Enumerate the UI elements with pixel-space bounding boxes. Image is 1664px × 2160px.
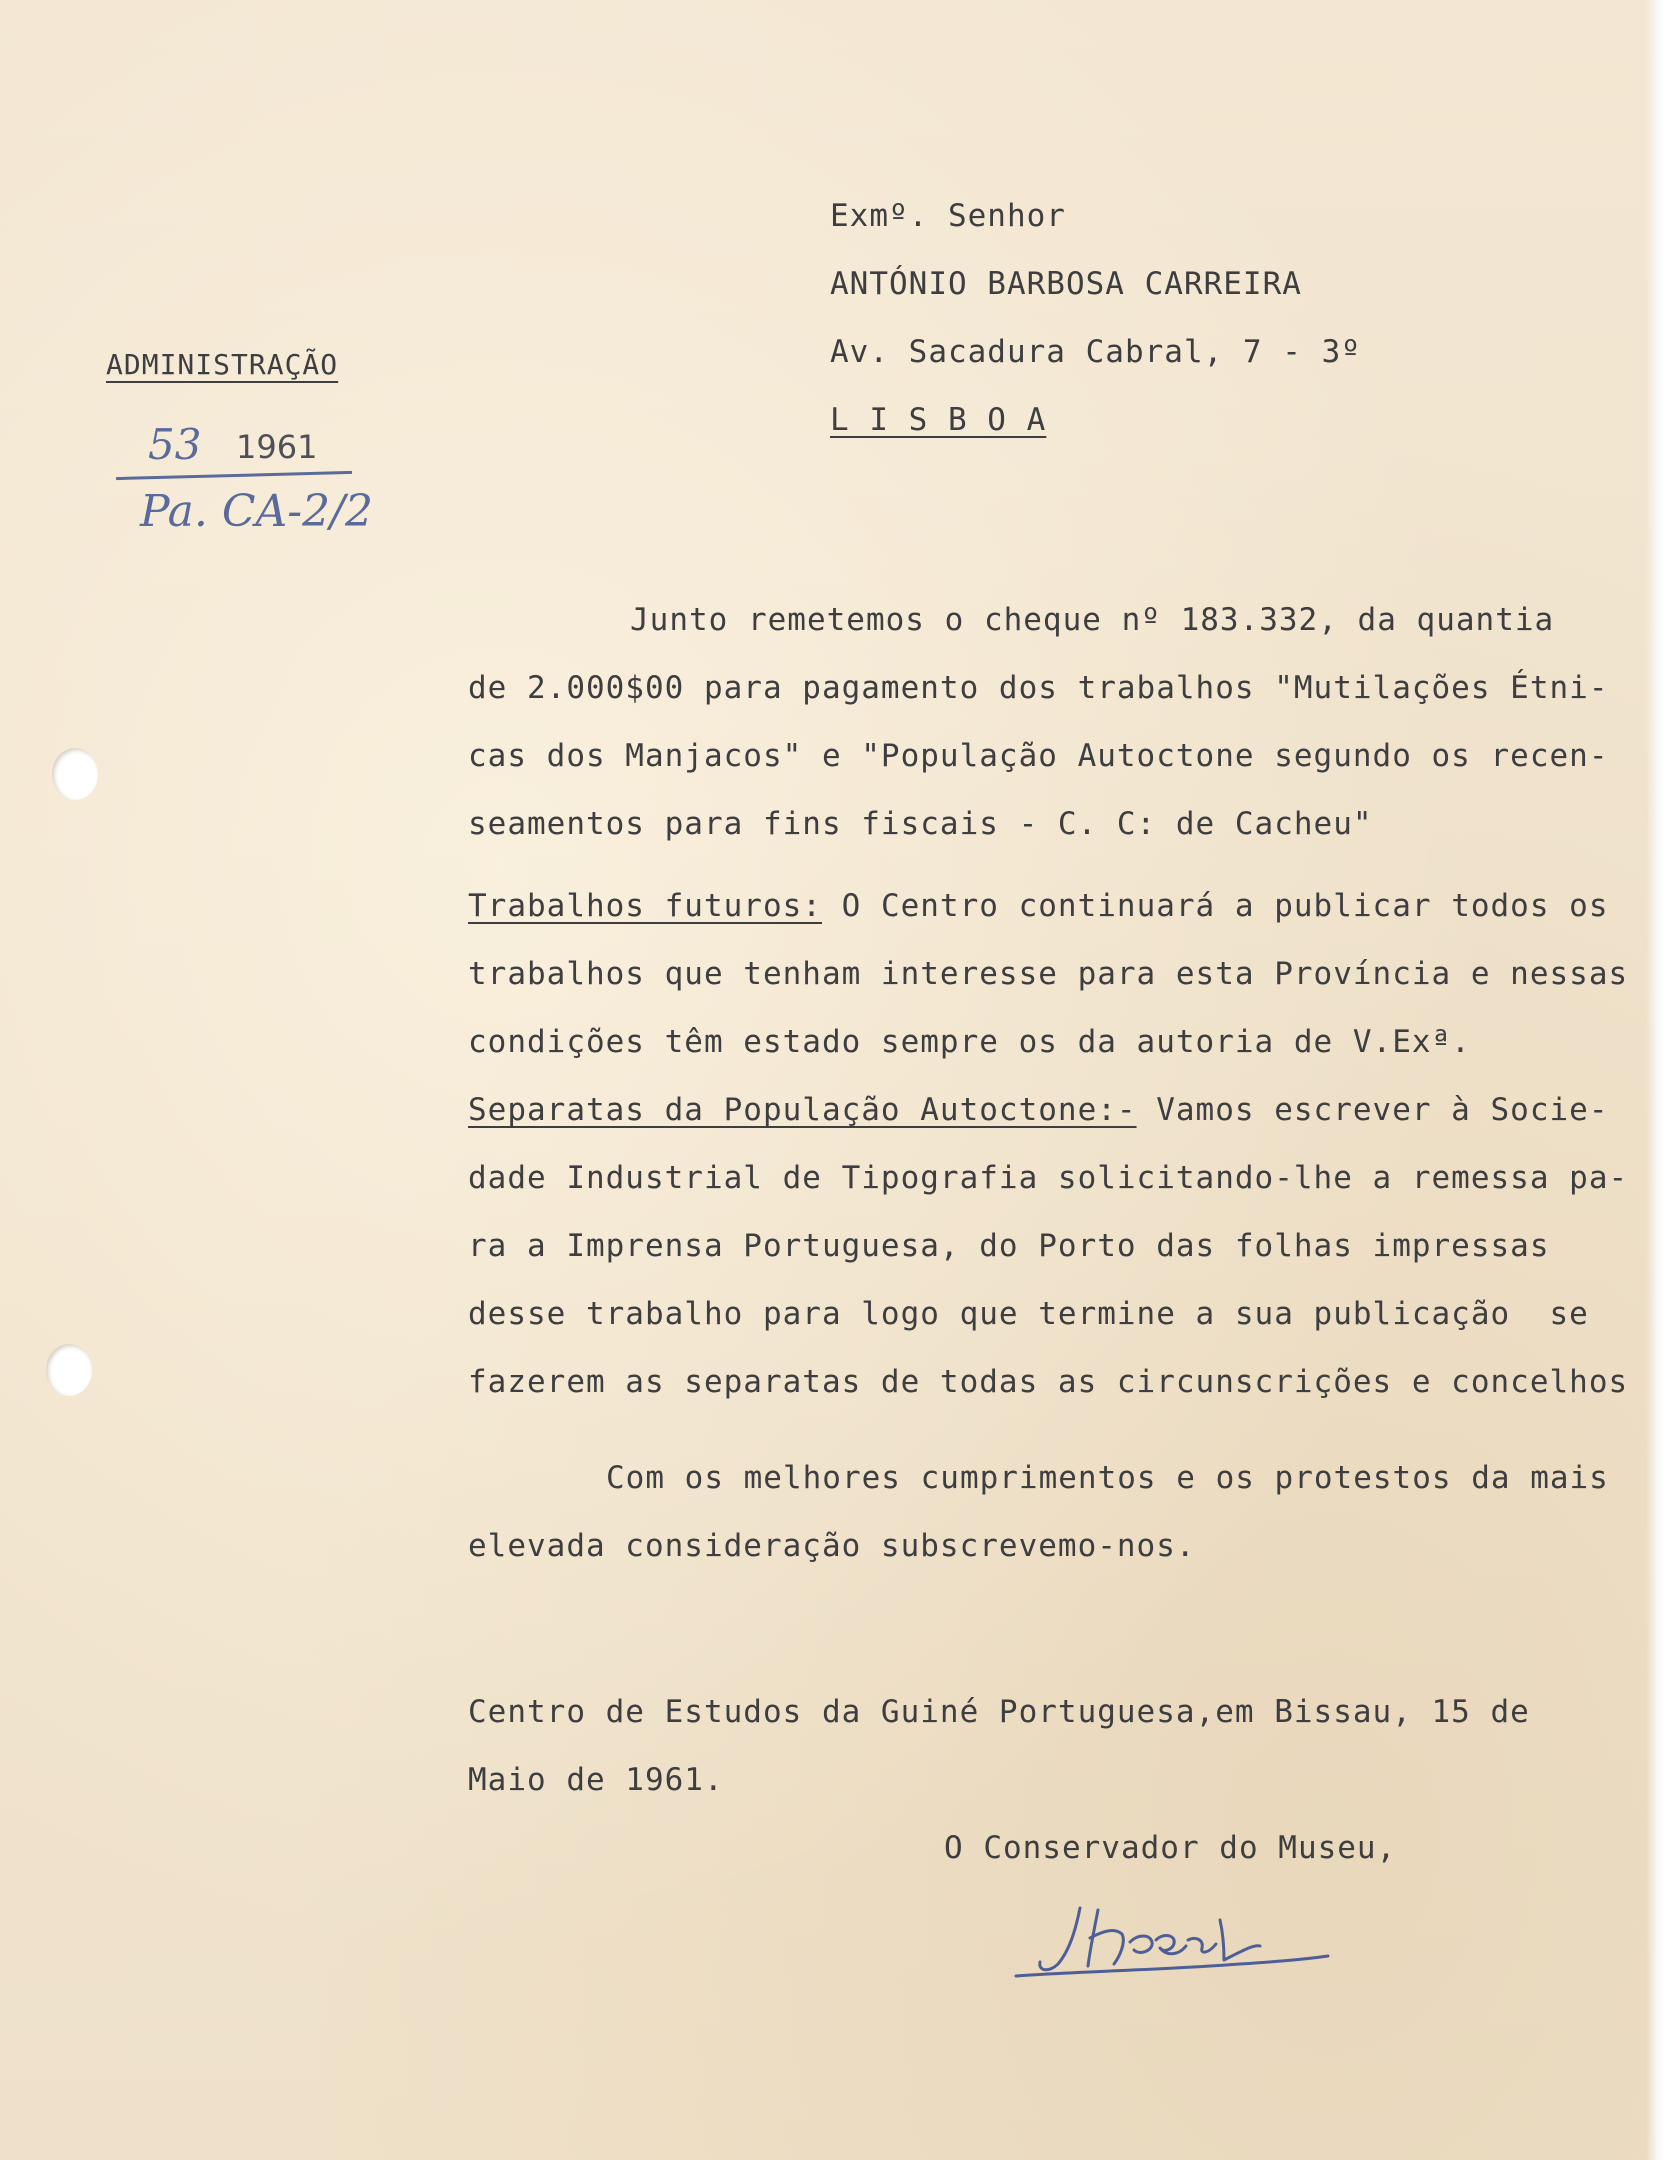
body-line (468, 886, 1609, 926)
addressee-street: Av. Sacadura Cabral, 7 - 3º (830, 334, 1361, 370)
punch-hole-top (52, 748, 98, 800)
signatory-title: O Conservador do Museu, (944, 1830, 1397, 1866)
body-line: Junto remetemos o cheque nº 183.332, da quantia (630, 602, 1555, 638)
register-rule (116, 471, 352, 480)
place-date-line: Centro de Estudos da Guiné Portuguesa,em Bissau, 15 de (468, 1694, 1530, 1730)
file-reference: Pa. CA-2/2 (140, 486, 373, 537)
addressee-name: ANTÓNIO BARBOSA CARREIRA (830, 266, 1302, 302)
register-year: 1961 (236, 428, 318, 466)
punch-hole-bottom (46, 1344, 92, 1396)
future-works-heading: Trabalhos futuros: (468, 888, 822, 924)
body-text: O Centro continuará a publicar todos os (821, 888, 1609, 924)
closing-line: elevada consideração subscrevemo-nos. (468, 1528, 1196, 1564)
body-line: trabalhos que tenham interesse para esta Província e nessas (468, 956, 1629, 992)
separatas-heading: Separatas da População Autoctone:- (468, 1092, 1137, 1128)
page-edge (1646, 0, 1664, 2160)
body-line: seamentos para fins fiscais - C. C: de Cacheu" (468, 806, 1373, 842)
body-line: cas dos Manjacos" e "População Autoctone segundo os recen- (468, 738, 1609, 774)
salutation: Exmº. Senhor (830, 198, 1066, 234)
administration-stamp: ADMINISTRAÇÃO (106, 348, 339, 381)
register-number: 53 (148, 420, 202, 469)
place-date-line: Maio de 1961. (468, 1762, 724, 1798)
body-line: desse trabalho para logo que termine a sua publicação se (468, 1296, 1589, 1332)
body-line: de 2.000$00 para pagamento dos trabalhos "Mutilações Étni- (468, 670, 1609, 706)
body-line: condições têm estado sempre os da autoria de V.Exª. (468, 1024, 1471, 1060)
body-line: fazerem as separatas de todas as circunscrições e concelhos (468, 1364, 1629, 1400)
body-line: dade Industrial de Tipografia solicitando-lhe a remessa pa- (468, 1160, 1629, 1196)
closing-line: Com os melhores cumprimentos e os protestos da mais (606, 1460, 1609, 1496)
addressee-city: L I S B O A (830, 402, 1047, 438)
body-text: Vamos escrever à Socie- (1136, 1092, 1609, 1128)
body-line (468, 1090, 1609, 1130)
body-line: ra a Imprensa Portuguesa, do Porto das folhas impressas (468, 1228, 1550, 1264)
signature-scribble (1010, 1880, 1340, 2000)
